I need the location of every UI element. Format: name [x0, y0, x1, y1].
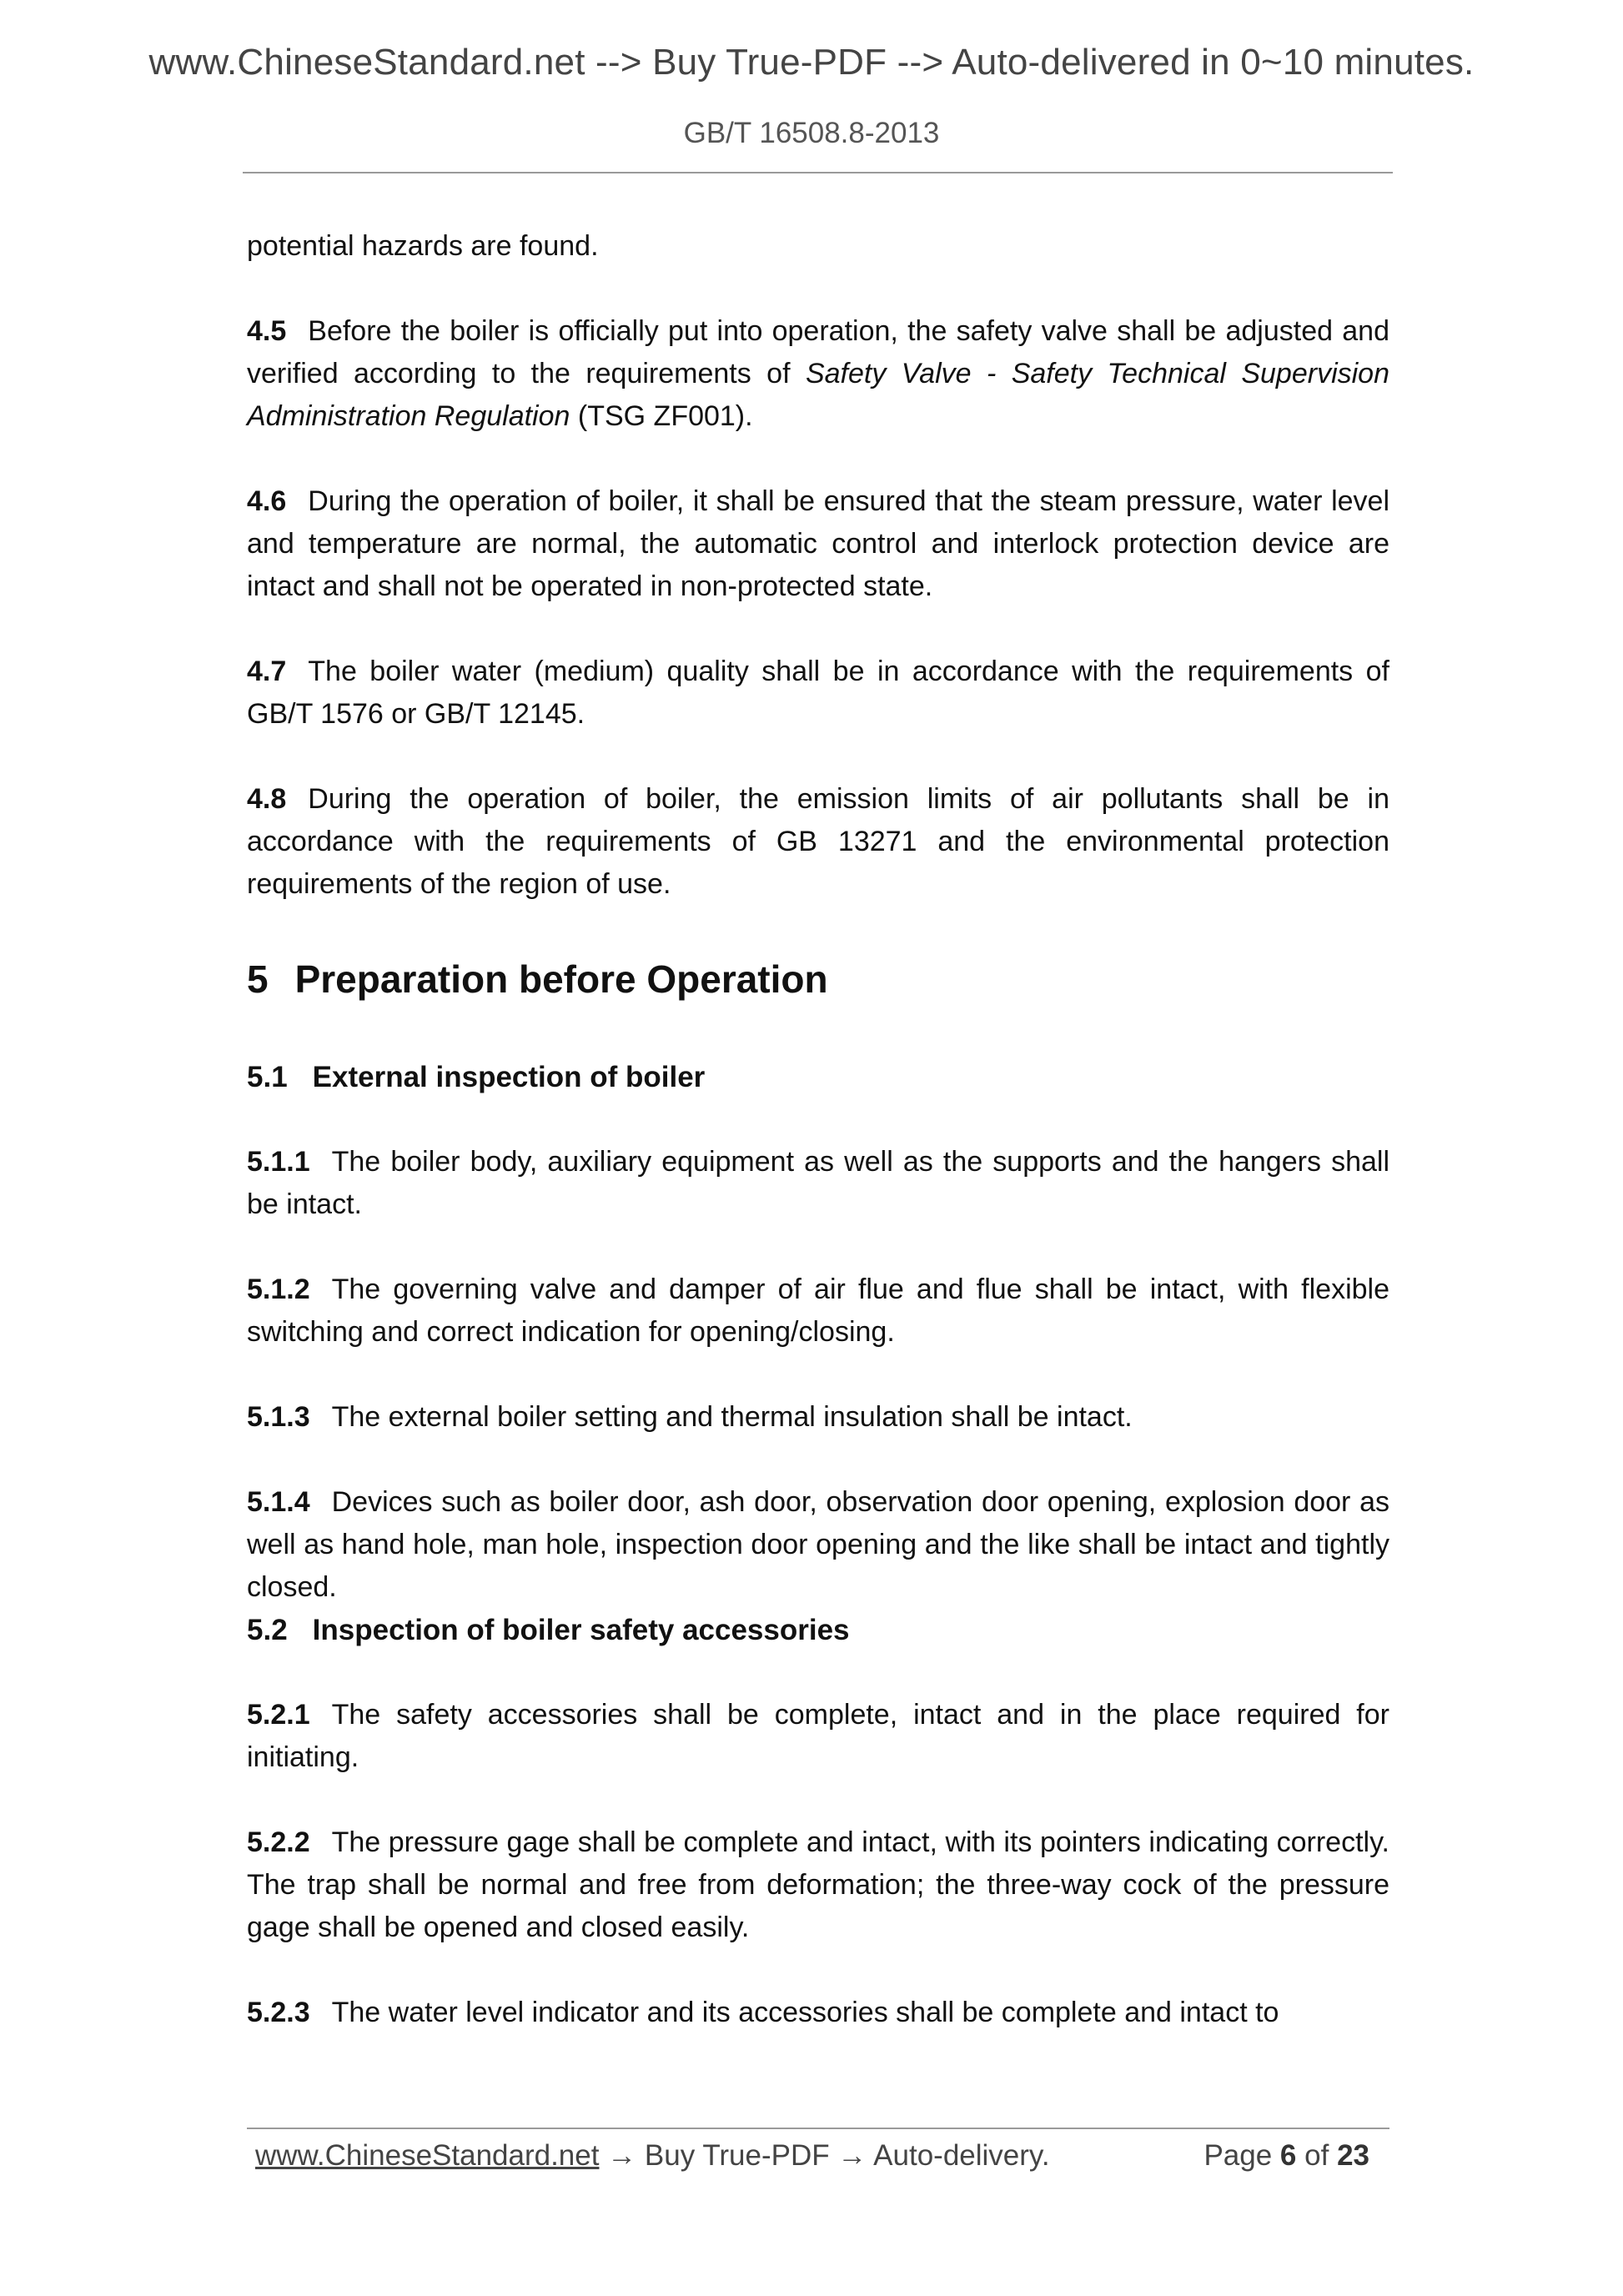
clause-number: 4.5: [247, 315, 287, 347]
clause-number: 4.6: [247, 485, 287, 517]
clause-5-1-1: [247, 1141, 1389, 1226]
clause-text: During the operation of boiler, it shall be ensured that the steam pressure, water level and temperature are normal, the automatic control and interlock protection device are intact and shall not be operated in non-protected state.: [247, 485, 1389, 602]
clause-text: Devices such as boiler door, ash door, observation door opening, explosion door as well as hand hole, man hole, inspection door opening and the like shall be intact and tightly closed.: [247, 1486, 1389, 1603]
clause-number: 5.1.1: [247, 1146, 310, 1178]
clause-text: During the operation of boiler, the emission limits of air pollutants shall be in accordance with the requirements of GB 13271 and the environmental protection requirements of the region of use.: [247, 783, 1389, 900]
clause-text: The governing valve and damper of air flue and flue shall be intact, with flexible switching and correct indication for opening/closing.: [247, 1274, 1389, 1348]
clause-number: 5.1.3: [247, 1401, 310, 1433]
clause-text: The external boiler setting and thermal insulation shall be intact.: [331, 1401, 1133, 1433]
site-banner: www.ChineseStandard.net --> Buy True-PDF --> Auto-delivered in 0~10 minutes.: [148, 42, 1475, 83]
section-title: External inspection of boiler: [312, 1061, 706, 1093]
clause-4-5: [247, 310, 1389, 438]
continuation-text: potential hazards are found.: [247, 230, 599, 262]
clause-number: 4.7: [247, 656, 287, 687]
clause-5-1-4: [247, 1481, 1389, 1609]
document-body: [247, 225, 1389, 2034]
clause-4-8: [247, 778, 1389, 906]
section-number: 5.1: [247, 1061, 288, 1093]
regulation-title: Safety Valve - Safety Technical Supervision Administration Regulation: [247, 358, 1389, 432]
section-heading-5-1: [247, 1056, 1389, 1098]
page-indicator: [1203, 2137, 1369, 2175]
section-title: Inspection of boiler safety accessories: [312, 1614, 850, 1646]
section-heading-5-2: [247, 1609, 1389, 1651]
clause-4-7: [247, 651, 1389, 736]
page-number: 6: [1279, 2139, 1297, 2172]
section-title: Preparation before Operation: [294, 957, 828, 1001]
clause-text: (TSG ZF001).: [570, 400, 753, 432]
clause-5-2-3: [247, 1992, 1389, 2034]
of-label: of: [1304, 2139, 1329, 2172]
clause-number: 5.2.1: [247, 1699, 310, 1731]
site-link[interactable]: www.ChineseStandard.net: [255, 2139, 600, 2172]
clause-4-6: [247, 480, 1389, 608]
section-number: 5: [247, 957, 269, 1001]
clause-number: 5.1.4: [247, 1486, 310, 1518]
page-footer: [255, 2137, 1381, 2175]
clause-text: The water level indicator and its accessories shall be complete and intact to: [331, 1997, 1279, 2028]
clause-text: The safety accessories shall be complete, intact and in the place required for initiating.: [247, 1699, 1389, 1773]
clause-number: 5.2.3: [247, 1997, 310, 2028]
footer-tagline: → Buy True-PDF → Auto-delivery.: [599, 2139, 1050, 2172]
clause-5-2-1: [247, 1694, 1389, 1779]
clause-number: 4.8: [247, 783, 287, 815]
clause-5-2-2: [247, 1821, 1389, 1949]
page-total: 23: [1337, 2139, 1369, 2172]
clause-number: 5.2.2: [247, 1826, 310, 1858]
clause-text: The boiler water (medium) quality shall be in accordance with the requirements of GB/T 1576 or GB/T 12145.: [247, 656, 1389, 730]
page-label: Page: [1203, 2139, 1273, 2172]
clause-text: Before the boiler is officially put into operation, the safety valve shall be adjusted and verified according to the requirements of: [247, 315, 1389, 389]
clause-number: 5.1.2: [247, 1274, 310, 1305]
section-heading-5: [247, 954, 1389, 1004]
clause-5-1-3: [247, 1396, 1389, 1439]
header-divider: [243, 172, 1393, 173]
clause-text: The boiler body, auxiliary equipment as well as the supports and the hangers shall be intact.: [247, 1146, 1389, 1220]
footer-divider: [247, 2128, 1389, 2129]
clause-5-1-2: [247, 1269, 1389, 1354]
clause-text: The pressure gage shall be complete and intact, with its pointers indicating correctly. The trap shall be normal and free from deformation; the three-way cock of the pressure gage shall be opened and closed easily.: [247, 1826, 1389, 1943]
standard-code: GB/T 16508.8-2013: [683, 117, 940, 149]
section-number: 5.2: [247, 1614, 288, 1646]
